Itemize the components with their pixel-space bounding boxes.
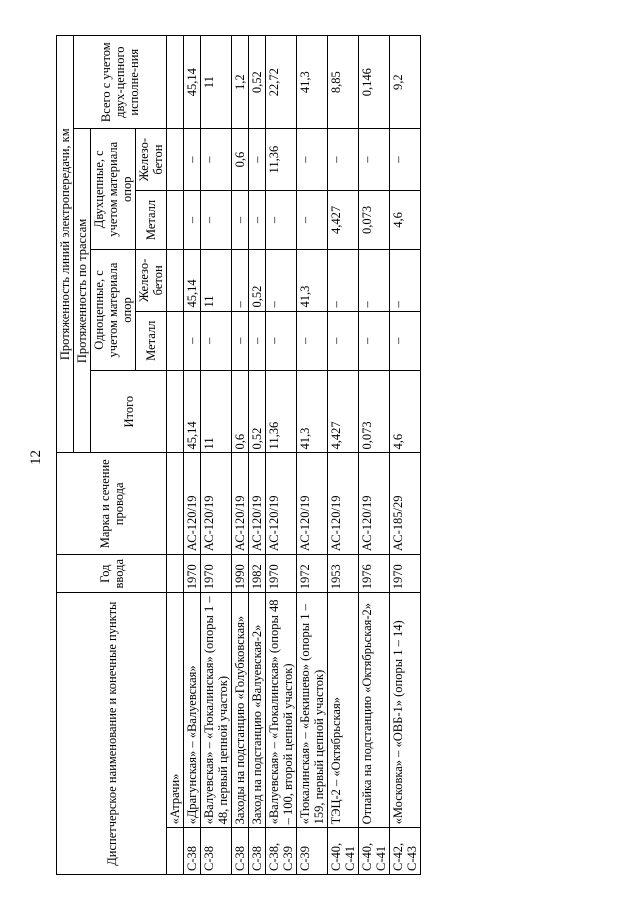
- table-header: [57, 36, 167, 875]
- grand-total-cell: 9,2: [390, 36, 421, 129]
- table-row: [266, 36, 297, 875]
- table-row: [232, 36, 249, 875]
- single-concrete-cell: –: [390, 250, 421, 311]
- single-metal-cell: –: [266, 311, 297, 370]
- single-metal-cell: –: [232, 311, 249, 370]
- wire-cell: АС-120/19: [184, 453, 201, 555]
- total-cell: 45,14: [184, 370, 201, 453]
- table-row: [201, 36, 232, 875]
- power-lines-table: [56, 35, 421, 875]
- grand-total-cell: 0,146: [359, 36, 390, 129]
- double-metal-cell: –: [232, 190, 249, 249]
- single-concrete-cell: 11: [201, 250, 232, 311]
- single-concrete-cell: –: [232, 250, 249, 311]
- year-cell: 1970: [201, 555, 232, 593]
- table-row: [390, 36, 421, 875]
- total-cell: 4,427: [328, 370, 359, 453]
- year-cell: 1976: [359, 555, 390, 593]
- grand-total-cell: 1,2: [232, 36, 249, 129]
- table-row: [184, 36, 201, 875]
- wire-cell: АС-185/29: [390, 453, 421, 555]
- single-concrete-cell: 0,52: [249, 250, 266, 311]
- wire-cell: АС-120/19: [201, 453, 232, 555]
- grand-total-cell: 22,72: [266, 36, 297, 129]
- year-cell: 1972: [297, 555, 328, 593]
- name-cell: «Московка» – «ОВБ-1» (опоры 1 – 14): [390, 593, 421, 828]
- name-cell: «Тюкалинская» – «Бекишево» (опоры 1 – 159, первый цепной участок): [297, 593, 328, 828]
- total-cell: 0,52: [249, 370, 266, 453]
- code-cell: С-38, С-39: [266, 828, 297, 875]
- code-cell: С-40, С-41: [328, 828, 359, 875]
- total-cell: 4,6: [390, 370, 421, 453]
- double-concrete-cell: –: [390, 129, 421, 190]
- single-metal-cell: –: [390, 311, 421, 370]
- wire-cell: [167, 453, 184, 555]
- name-cell: «Драгунская» – «Валуевская»: [184, 593, 201, 828]
- code-cell: С-38: [232, 828, 249, 875]
- name-cell: Заходы на подстанцию «Голубковская»: [232, 593, 249, 828]
- name-cell: Заход на подстанцию «Валуевская-2»: [249, 593, 266, 828]
- name-cell: «Валуевская» – «Тюкалинская» (опоры 48 – 100, второй цепной участок): [266, 593, 297, 828]
- grand-total-cell: 8,85: [328, 36, 359, 129]
- table-row: [297, 36, 328, 875]
- double-metal-cell: –: [184, 190, 201, 249]
- double-metal-cell: [167, 190, 184, 249]
- header-total-circuit: Всего с учетом двух-цепного исполне-ния: [74, 36, 167, 129]
- double-metal-cell: –: [266, 190, 297, 249]
- table-row: [167, 36, 184, 875]
- table-body: [167, 36, 421, 875]
- single-concrete-cell: 45,14: [184, 250, 201, 311]
- double-concrete-cell: [167, 129, 184, 190]
- table-row: [328, 36, 359, 875]
- single-metal-cell: –: [359, 311, 390, 370]
- double-concrete-cell: –: [359, 129, 390, 190]
- wire-cell: АС-120/19: [232, 453, 249, 555]
- double-metal-cell: –: [201, 190, 232, 249]
- name-cell: ТЭЦ-2 – «Октябрьская»: [328, 593, 359, 828]
- header-by-routes: Протяженность по трассам: [74, 129, 91, 453]
- header-single-concrete: Железо-бетон: [136, 250, 167, 311]
- code-cell: С-42, С-43: [390, 828, 421, 875]
- single-concrete-cell: 41,3: [297, 250, 328, 311]
- header-year: Год ввода: [57, 555, 167, 593]
- name-cell: «Валуевская» – «Тюкалинская» (опоры 1 – 48, первый цепной участок): [201, 593, 232, 828]
- code-cell: С-38: [201, 828, 232, 875]
- code-cell: С-40, С-41: [359, 828, 390, 875]
- single-metal-cell: –: [328, 311, 359, 370]
- total-cell: 11,36: [266, 370, 297, 453]
- header-single: Одноцепные, с учетом материала опор: [91, 250, 136, 371]
- single-metal-cell: –: [184, 311, 201, 370]
- year-cell: 1982: [249, 555, 266, 593]
- total-cell: 11: [201, 370, 232, 453]
- grand-total-cell: 11: [201, 36, 232, 129]
- double-metal-cell: 0,073: [359, 190, 390, 249]
- double-metal-cell: –: [297, 190, 328, 249]
- wire-cell: АС-120/19: [359, 453, 390, 555]
- double-concrete-cell: 11,36: [266, 129, 297, 190]
- total-cell: 0,073: [359, 370, 390, 453]
- year-cell: [167, 555, 184, 593]
- wire-cell: АС-120/19: [328, 453, 359, 555]
- header-total: Итого: [91, 370, 167, 453]
- single-concrete-cell: –: [266, 250, 297, 311]
- double-concrete-cell: –: [201, 129, 232, 190]
- double-metal-cell: –: [249, 190, 266, 249]
- header-double-metal: Металл: [136, 190, 167, 249]
- year-cell: 1970: [266, 555, 297, 593]
- grand-total-cell: 0,52: [249, 36, 266, 129]
- single-metal-cell: –: [249, 311, 266, 370]
- total-cell: [167, 370, 184, 453]
- grand-total-cell: 41,3: [297, 36, 328, 129]
- grand-total-cell: [167, 36, 184, 129]
- page-number: 12: [28, 450, 44, 465]
- header-length: Протяженность линий электропередачи, км: [57, 36, 74, 453]
- single-metal-cell: –: [201, 311, 232, 370]
- single-concrete-cell: –: [328, 250, 359, 311]
- header-double-concrete: Железо-бетон: [136, 129, 167, 190]
- double-metal-cell: 4,427: [328, 190, 359, 249]
- double-metal-cell: 4,6: [390, 190, 421, 249]
- code-cell: С-39: [297, 828, 328, 875]
- wire-cell: АС-120/19: [249, 453, 266, 555]
- single-concrete-cell: –: [359, 250, 390, 311]
- double-concrete-cell: 0,6: [232, 129, 249, 190]
- wire-cell: АС-120/19: [297, 453, 328, 555]
- double-concrete-cell: –: [249, 129, 266, 190]
- name-cell: «Атрачи»: [167, 593, 184, 828]
- header-wire: Марка и сечение провода: [57, 453, 167, 555]
- header-single-metal: Металл: [136, 311, 167, 370]
- total-cell: 41,3: [297, 370, 328, 453]
- year-cell: 1953: [328, 555, 359, 593]
- grand-total-cell: 45,14: [184, 36, 201, 129]
- header-name: Диспетчерское наименование и конечные пункты: [57, 593, 167, 875]
- code-cell: С-38: [184, 828, 201, 875]
- name-cell: Отпайка на подстанцию «Октябрьская-2»: [359, 593, 390, 828]
- code-cell: С-38: [249, 828, 266, 875]
- single-metal-cell: [167, 311, 184, 370]
- year-cell: 1970: [390, 555, 421, 593]
- table-row: [359, 36, 390, 875]
- single-concrete-cell: [167, 250, 184, 311]
- year-cell: 1970: [184, 555, 201, 593]
- header-double: Двухцепные, с учетом материала опор: [91, 129, 136, 250]
- year-cell: 1990: [232, 555, 249, 593]
- double-concrete-cell: –: [184, 129, 201, 190]
- code-cell: [167, 828, 184, 875]
- total-cell: 0,6: [232, 370, 249, 453]
- double-concrete-cell: –: [328, 129, 359, 190]
- double-concrete-cell: –: [297, 129, 328, 190]
- wire-cell: АС-120/19: [266, 453, 297, 555]
- single-metal-cell: –: [297, 311, 328, 370]
- table-row: [249, 36, 266, 875]
